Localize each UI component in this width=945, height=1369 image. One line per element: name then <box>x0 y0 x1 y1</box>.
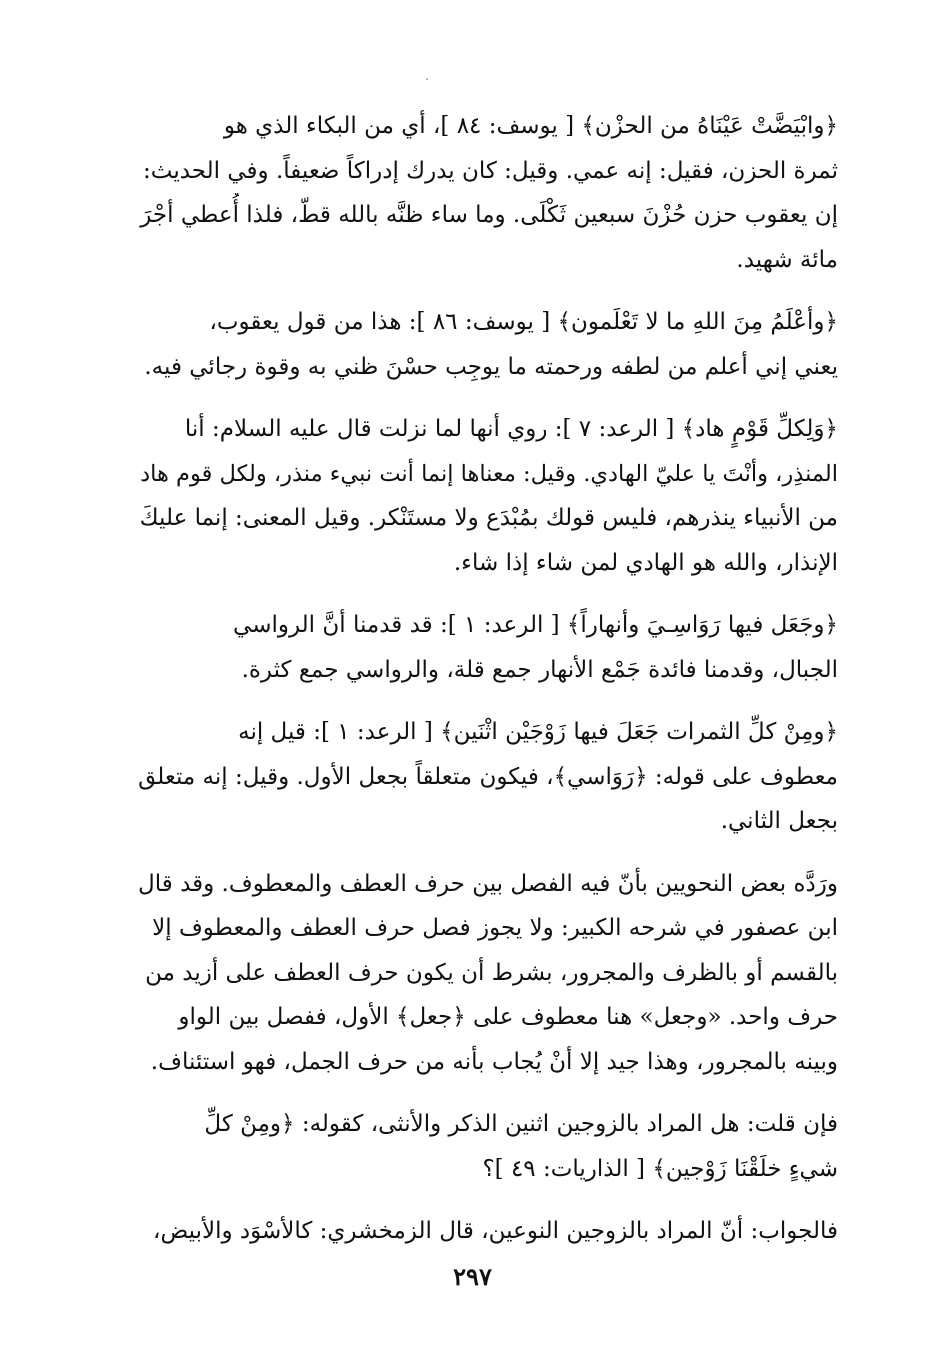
paragraph-2 <box>136 300 838 389</box>
text-line: فالجواب: أنّ المراد بالزوجين النوعين، قال الزمخشري: كالأسْوَد والأبيض، <box>153 1218 838 1244</box>
paragraph-3 <box>136 407 838 585</box>
text-line: فإن قلت: هل المراد بالزوجين اثنين الذكر والأنثى، كقوله: ﴿ومِنْ كلِّ <box>204 1111 838 1137</box>
page-body <box>136 104 838 1272</box>
text-line: ﴿وَلِكلِّ قَوْمٍ هاد﴾ [ الرعد: ٧ ]: روي أنها لما نزلت قال عليه السلام: أنا <box>184 416 838 442</box>
text-line: ﴿وأعْلَمُ مِنَ اللهِ ما لا تَعْلَمون﴾ [ يوسف: ٨٦ ]: هذا من قول يعقوب، <box>209 309 838 335</box>
text-line: بجعل الثاني. <box>720 808 838 834</box>
paragraph-4 <box>136 603 838 692</box>
text-line: ﴿ومِنْ كلِّ الثمرات جَعَلَ فيها زَوْجَيْن اثْنَين﴾ [ الرعد: ١ ]: قيل إنه <box>238 719 838 745</box>
text-line: ابن عصفور في شرحه الكبير: ولا يجوز فصل حرف العطف والمعطوف إلا <box>152 915 838 941</box>
paragraph-6 <box>136 862 838 1085</box>
text-line: ثمرة الحزن، فقيل: إنه عمي. وقيل: كان يدرك إدراكاً ضعيفاً. وفي الحديث: <box>143 157 838 184</box>
text-line: معطوف على قوله: ﴿رَوَاسي﴾، فيكون متعلقاً بجعل الأول. وقيل: إنه متعلق <box>138 763 838 790</box>
scan-speck <box>426 78 428 80</box>
text-line: ورَدَّه بعض النحويين بأنّ فيه الفصل بين حرف العطف والمعطوف. وقد قال <box>138 870 838 897</box>
paragraph-7 <box>136 1102 838 1191</box>
text-line: ﴿وابْيَضَّتْ عَيْنَاهُ من الحزْن﴾ [ يوسف: ٨٤ ]، أي من البكاء الذي هو <box>223 113 838 139</box>
paragraph-5 <box>136 710 838 844</box>
paragraph-1 <box>136 104 838 282</box>
page-number: ٢٩٧ <box>453 1262 492 1291</box>
text-line: بالقسم أو بالظرف والمجرور، بشرط أن يكون حرف العطف على أزيد من <box>145 959 838 986</box>
text-line: حرف واحد. «وجعل» هنا معطوف على ﴿جعل﴾ الأول، ففصل بين الواو <box>178 1004 838 1030</box>
text-line: إن يعقوب حزن حُزْنَ سبعين ثَكْلَى. وما ساء ظنَّه بالله قطّ، فلذا أُعطي أجْرَ <box>140 202 838 228</box>
text-line: المنذِر، وأنْتَ يا عليّ الهادي. وقيل: معناها إنما أنت نبيء منذر، ولكل قوم هاد <box>140 460 838 487</box>
text-line: ﴿وجَعَل فيها رَوَاسِـيَ وأنهاراً﴾ [ الرعد: ١ ]: قد قدمنا أنَّ الرواسي <box>233 612 838 638</box>
text-line: الإنذار، والله هو الهادي لمن شاء إذا شاء. <box>453 549 838 576</box>
text-line: من الأنبياء ينذرهم، فليس قولك بمُبْدَع ولا مستَنْكر. وقيل المعنى: إنما عليكَ <box>139 505 838 531</box>
text-line: مائة شهيد. <box>736 246 838 273</box>
text-line: يعني إني أعلم من لطفه ورحمته ما يوجِب حسْنَ ظني به وقوة رجائي فيه. <box>144 353 838 380</box>
text-line: شيءٍ خلَقْنَا زَوْجين﴾ [ الذاريات: ٤٩ ]؟ <box>482 1155 838 1182</box>
paragraph-8 <box>136 1209 838 1254</box>
text-line: وبينه بالمجرور، وهذا جيد إلا أنْ يُجاب بأنه من حرف الجمل، فهو استئناف. <box>150 1048 838 1075</box>
text-line: الجبال، وقدمنا فائدة جَمْع الأنهار جمع قلة، والرواسي جمع كثرة. <box>241 656 838 683</box>
